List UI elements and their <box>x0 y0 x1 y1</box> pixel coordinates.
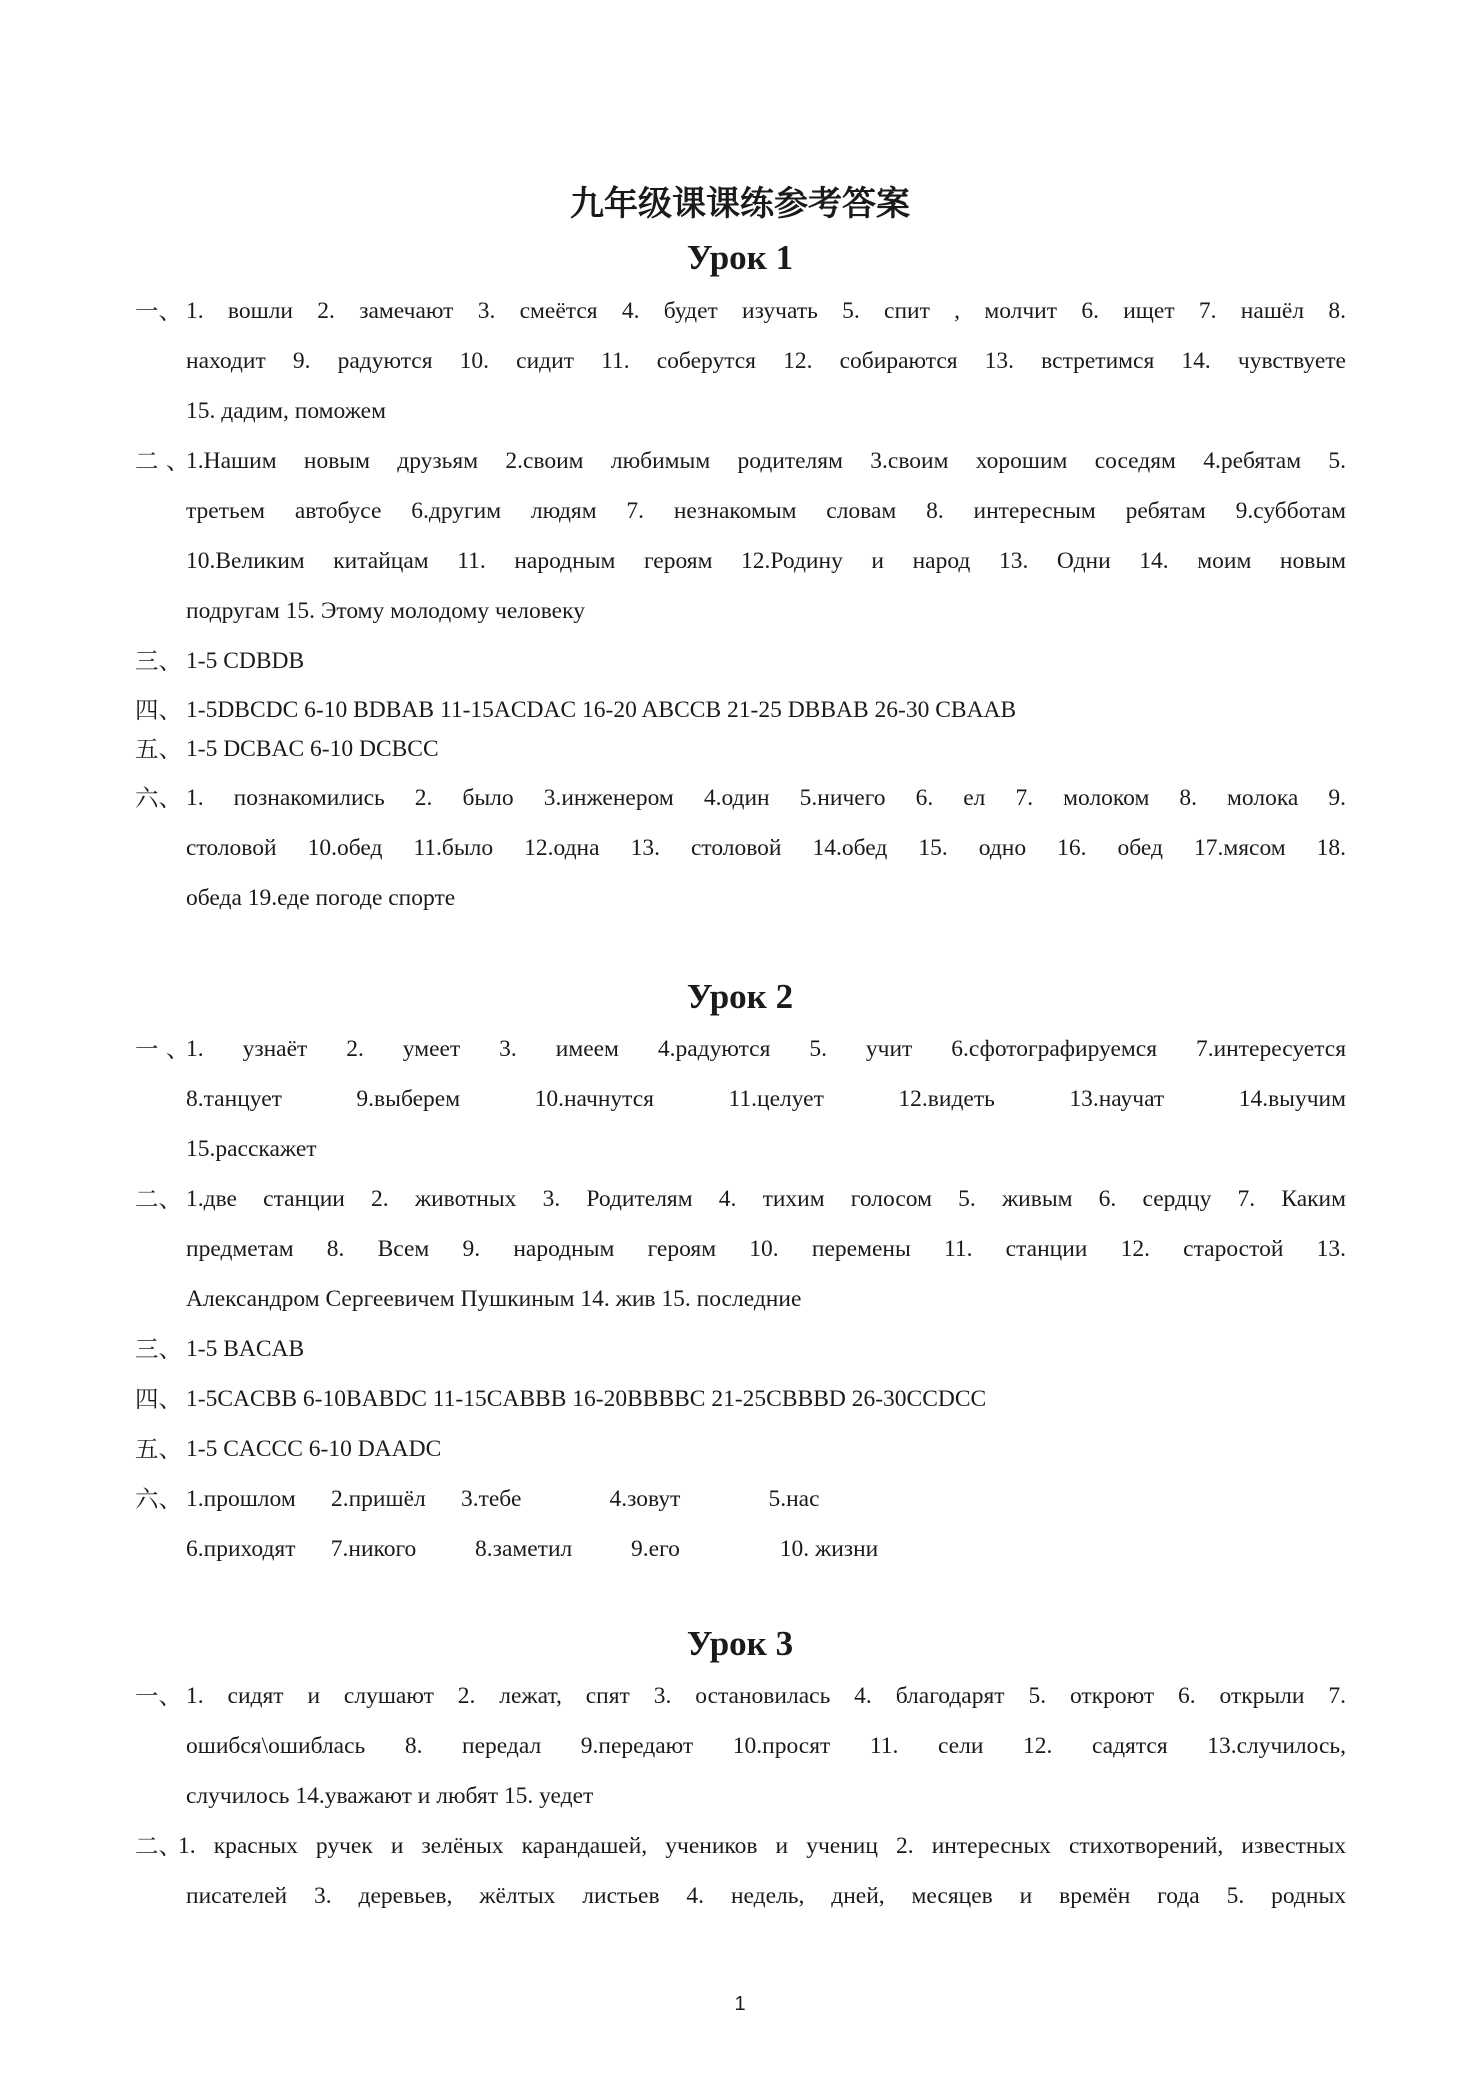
lesson-heading-3: Урок 3 <box>686 1624 794 1663</box>
answer-line: 8.танцует 9.выберем 10.начнутся 11.целует 12.видеть 13.научат 14.выучим <box>186 1086 1346 1112</box>
answer-line: 1. узнаёт 2. умеет 3. имеем 4.радуются 5. учит 6.сфотографируемся 7.интересуется <box>186 1036 1346 1062</box>
section-number: 四、 <box>135 696 182 724</box>
section-number: 五、 <box>135 1435 182 1463</box>
answer-line: третьем автобусе 6.другим людям 7. незнакомым словам 8. интересным ребятам 9.субботам <box>186 498 1346 524</box>
section-number: 五、 <box>135 735 182 763</box>
answer-line: Александром Сергеевичем Пушкиным 14. жив 15. последние <box>186 1286 802 1312</box>
answer-line: 1. сидят и слушают 2. лежат, спят 3. остановилась 4. благодарят 5. откроют 6. открыли 7. <box>186 1683 1346 1709</box>
section-number: 六、 <box>135 784 182 812</box>
answer-line: ошибся\ошиблась 8. передал 9.передают 10.просят 11. сели 12. садятся 13.случилось, <box>186 1733 1346 1759</box>
section-number: 三、 <box>135 1335 182 1363</box>
answer-line: 6.приходят 7.никого 8.заметил 9.его 10. жизни <box>186 1536 879 1562</box>
section-number: 一 、 <box>135 1035 190 1063</box>
answer-line: 1.прошлом 2.пришёл 3.тебе 4.зовут 5.нас <box>186 1486 820 1512</box>
answer-line: 1-5DBCDC 6-10 BDBAB 11-15ACDAC 16-20 ABCCB 21-25 DBBAB 26-30 CBAAB <box>186 697 1017 723</box>
lesson-heading-1: Урок 1 <box>686 238 794 277</box>
answer-line: 1-5 DCBAC 6-10 DCBCC <box>186 736 439 762</box>
section-number: 六、 <box>135 1485 182 1513</box>
answer-line: писателей 3. деревьев, жёлтых листьев 4. недель, дней, месяцев и времён года 5. родных <box>186 1883 1346 1909</box>
answer-line: 15. дадим, поможем <box>186 398 386 424</box>
section-number: 一、 <box>135 1682 182 1710</box>
answer-line: 1. вошли 2. замечают 3. смеётся 4. будет изучать 5. спит , молчит 6. ищет 7. нашёл 8. <box>186 298 1346 324</box>
answer-line: находит 9. радуются 10. сидит 11. соберутся 12. собираются 13. встретимся 14. чувствуете <box>186 348 1346 374</box>
answer-line: 1-5 CACCC 6-10 DAADC <box>186 1436 442 1462</box>
answer-line: 1. познакомились 2. было 3.инженером 4.один 5.ничего 6. ел 7. молоком 8. молока 9. <box>186 785 1346 811</box>
answer-line: подругам 15. Этому молодому человеку <box>186 598 585 624</box>
answer-line: 1-5CACBB 6-10BABDC 11-15CABBB 16-20BBBBC 21-25CBBBD 26-30CCDCC <box>186 1386 987 1412</box>
section-number: 四、 <box>135 1385 182 1413</box>
answer-line: предметам 8. Всем 9. народным героям 10. перемены 11. станции 12. старостой 13. <box>186 1236 1346 1262</box>
section-number: 二、 <box>135 1185 182 1213</box>
answer-line: 10.Великим китайцам 11. народным героям 12.Родину и народ 13. Одни 14. моим новым <box>186 548 1346 574</box>
answer-line: 1. красных ручек и зелёных карандашей, учеников и учениц 2. интересных стихотворений, известных <box>178 1833 1346 1859</box>
page-title: 九年级课课练参考答案 <box>570 184 910 224</box>
answer-line: случилось 14.уважают и любят 15. уедет <box>186 1783 594 1809</box>
section-number: 二、 <box>135 1832 182 1860</box>
section-number: 三、 <box>135 647 182 675</box>
section-number: 一、 <box>135 297 182 325</box>
answer-line: 1.две станции 2. животных 3. Родителям 4. тихим голосом 5. живым 6. сердцу 7. Каким <box>186 1186 1346 1212</box>
answer-line: 1.Нашим новым друзьям 2.своим любимым родителям 3.своим хорошим соседям 4.ребятам 5. <box>186 448 1346 474</box>
answer-line: 1-5 CDBDB <box>186 648 305 674</box>
answer-line: 1-5 BACAB <box>186 1336 305 1362</box>
section-number: 二 、 <box>135 447 190 475</box>
page-number: 1 <box>734 1993 746 2015</box>
answer-line: 15.расскажет <box>186 1136 317 1162</box>
answer-line: столовой 10.обед 11.было 12.одна 13. столовой 14.обед 15. одно 16. обед 17.мясом 18. <box>186 835 1346 861</box>
lesson-heading-2: Урок 2 <box>686 977 794 1016</box>
answer-line: обеда 19.еде погоде спорте <box>186 885 456 911</box>
